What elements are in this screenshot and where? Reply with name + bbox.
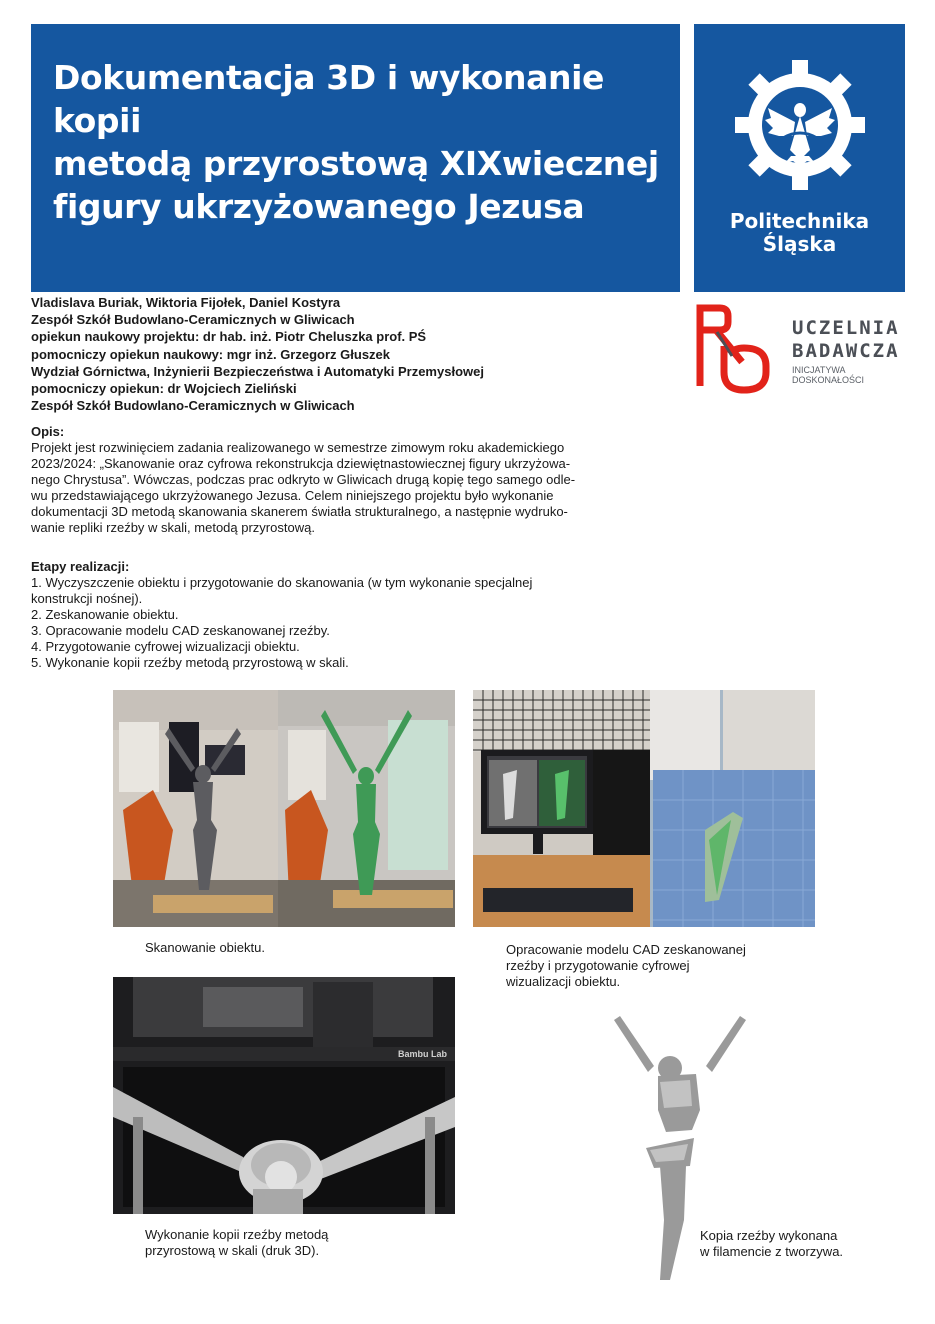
title-line: figury ukrzyżowanego Jezusa [53,187,585,226]
cad-caption [506,942,746,990]
description-line: 2023/2024: „Skanowanie oraz cyfrowa rekonstrukcja dziewiętnastowiecznej figury ukrzyżowa- [31,456,571,471]
stage-item: 4. Przygotowanie cyfrowej wizualizacji obiektu. [31,639,300,654]
page-title [53,56,663,228]
caption-line: przyrostową w skali (druk 3D). [145,1243,320,1258]
university-name-line: Śląska [762,232,837,256]
description-line: wu przedstawiającego ukrzyżowanego Jezusa. Celem niniejszego projektu było wykonanie [31,488,554,503]
description-line: Projekt jest rozwinięciem zadania realizowanego w semestrze zimowym roku akademickiego [31,440,565,455]
author-line: pomocniczy opiekun: dr Wojciech Zieliński [31,381,297,397]
cad-model-photo [473,690,815,927]
badge-line: BADAWCZA [792,340,900,362]
author-line: pomocniczy opiekun naukowy: mgr inż. Grzegorz Głuszek [31,346,391,362]
authors-block [31,294,671,414]
research-university-logo [694,300,909,396]
stage-item: 5. Wykonanie kopii rzeźby metodą przyrostową w skali. [31,655,349,670]
printer-brand-label: Bambu Lab [398,1049,448,1059]
stages-heading: Etapy realizacji: [31,559,130,574]
badge-subline: INICJATYWA DOSKONAŁOŚCI [792,365,865,385]
caption-line: wizualizacji obiektu. [506,974,621,989]
description-line: wanie repliki rzeźby w skali, metodą przyrostową. [31,520,315,535]
author-line: Wydział Górnictwa, Inżynierii Bezpieczeństwa i Automatyki Przemysłowej [31,363,484,379]
description-heading: Opis: [31,424,65,439]
university-logo [694,24,905,292]
title-line: Dokumentacja 3D i wykonanie kopii [53,58,604,140]
caption-line: rzeźby i przygotowanie cyfrowej [506,958,690,973]
description-block [31,424,691,536]
title-banner [31,24,680,292]
caption-line: Kopia rzeźby wykonana [700,1228,838,1243]
stage-item: 1. Wyczyszczenie obiektu i przygotowanie do skanowania (w tym wykonanie specjalnej [31,575,533,590]
print-photo [113,977,455,1214]
title-line: metodą przyrostową XIXwiecznej [53,144,659,183]
scanning-photo [113,690,455,927]
author-line: Vladislava Buriak, Wiktoria Fijołek, Daniel Kostyra [31,295,341,310]
stage-item: konstrukcji nośnej). [31,591,143,606]
stage-item: 3. Opracowanie modelu CAD zeskanowanej rzeźby. [31,623,330,638]
copy-caption [700,1228,843,1260]
university-name-line: Politechnika [729,209,870,233]
badge-line: UCZELNIA [792,317,900,339]
author-line: opiekun naukowy projektu: dr hab. inż. Piotr Cheluszka prof. PŚ [31,329,427,345]
stage-item: 2. Zeskanowanie obiektu. [31,607,179,622]
description-line: nego Chrystusa”. Wówczas, podczas prac odkryto w Gliwicach drugą kopię tego samego odle- [31,472,576,487]
caption-line: w filamencie z tworzywa. [700,1244,844,1259]
description-line: dokumentacji 3D metodą skanowania skanerem światła strukturalnego, a następnie wydruko- [31,504,568,519]
print-caption [145,1227,328,1259]
caption-line: Opracowanie modelu CAD zeskanowanej [506,942,746,957]
caption-line: Wykonanie kopii rzeźby metodą [145,1227,329,1242]
caption-line: Skanowanie obiektu. [145,940,265,955]
author-line: Zespół Szkół Budowlano-Ceramicznych w Gliwicach [31,312,355,328]
author-line: Zespół Szkół Budowlano-Ceramicznych w Gliwicach [31,398,355,414]
research-university-mark-icon [694,300,790,396]
stages-block [31,559,691,671]
gear-eagle-icon [735,60,865,190]
scan-caption [145,940,265,956]
